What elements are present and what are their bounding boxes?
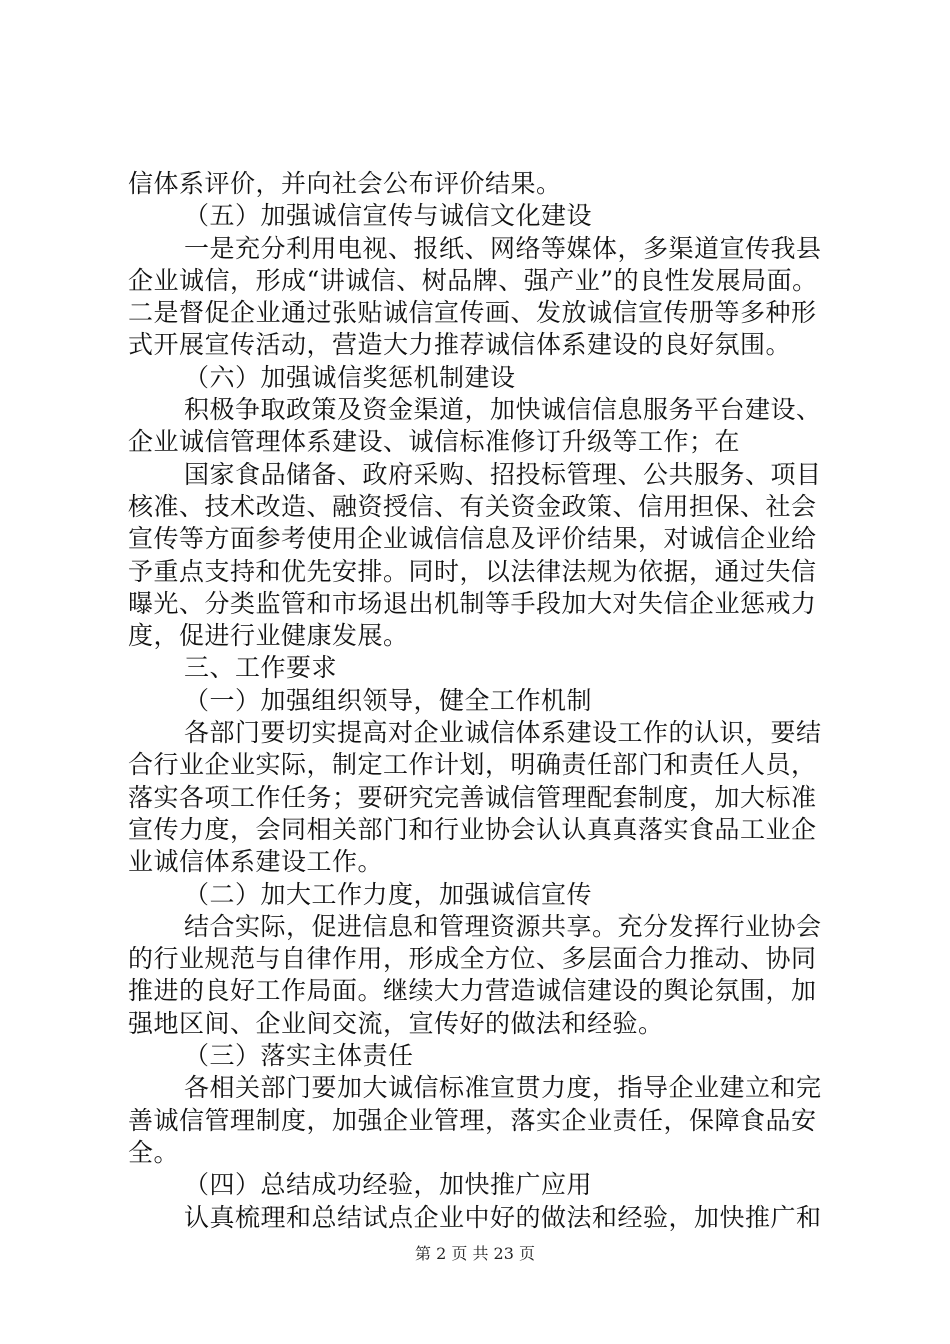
paragraph-start: 各相关部门要加大诚信标准宣贯力度，指导企业建立和完 [184, 1073, 822, 1103]
section-heading: （一）加强组织领导，健全工作机制 [184, 685, 593, 715]
body-line: 宣传等方面参考使用企业诚信信息及评价结果，对诚信企业给 [128, 524, 817, 554]
body-line: 推进的良好工作局面。继续大力营造诚信建设的舆论氛围，加 [128, 976, 817, 1006]
paragraph-start: 各部门要切实提高对企业诚信体系建设工作的认识，要结 [184, 718, 822, 748]
paragraph-start: 认真梳理和总结试点企业中好的做法和经验，加快推广和 [184, 1202, 822, 1232]
body-line: 业诚信体系建设工作。 [128, 847, 384, 877]
document-body [128, 168, 848, 1234]
body-line: 度，促进行业健康发展。 [128, 621, 409, 651]
section-heading: （六）加强诚信奖惩机制建设 [184, 362, 516, 392]
body-line: 企业诚信管理体系建设、诚信标准修订升级等工作；在 [128, 427, 741, 457]
body-line: 信体系评价，并向社会公布评价结果。 [128, 169, 562, 198]
body-line: 曝光、分类监管和市场退出机制等手段加大对失信企业惩戒力 [128, 588, 817, 618]
body-line: 企业诚信，形成“讲诚信、树品牌、强产业”的良性发展局面。 [128, 265, 818, 295]
body-line: 强地区间、企业间交流，宣传好的做法和经验。 [128, 1008, 664, 1038]
section-heading: （四）总结成功经验，加快推广应用 [184, 1170, 593, 1200]
section-heading: （五）加强诚信宣传与诚信文化建设 [184, 201, 593, 231]
body-line: 式开展宣传活动，营造大力推荐诚信体系建设的良好氛围。 [128, 330, 792, 360]
body-line: 核准、技术改造、融资授信、有关资金政策、信用担保、社会 [128, 491, 817, 521]
body-line: 二是督促企业通过张贴诚信宣传画、发放诚信宣传册等多种形 [128, 298, 817, 328]
section-heading: （三）落实主体责任 [184, 1041, 414, 1071]
paragraph-start: 国家食品储备、政府采购、招投标管理、公共服务、项目 [184, 459, 822, 489]
body-line: 全。 [128, 1137, 180, 1167]
body-line: 宣传力度，会同相关部门和行业协会认认真真落实食品工业企 [128, 814, 817, 844]
paragraph-start: 一是充分利用电视、报纸、网络等媒体，多渠道宣传我县 [184, 233, 822, 263]
paragraph-start: 积极争取政策及资金渠道，加快诚信信息服务平台建设、 [184, 395, 822, 425]
body-line: 予重点支持和优先安排。同时，以法律法规为依据，通过失信 [128, 556, 817, 586]
body-line: 合行业企业实际，制定工作计划，明确责任部门和责任人员， [128, 750, 817, 780]
paragraph-start: 结合实际，促进信息和管理资源共享。充分发挥行业协会 [184, 911, 822, 941]
section-heading: （二）加大工作力度，加强诚信宣传 [184, 879, 593, 909]
body-line: 落实各项工作任务；要研究完善诚信管理配套制度，加大标准 [128, 782, 817, 812]
page-number-footer: 第 2 页 共 23 页 [415, 1244, 535, 1263]
body-line: 善诚信管理制度，加强企业管理，落实企业责任，保障食品安 [128, 1105, 817, 1135]
chapter-heading: 三、工作要求 [184, 653, 338, 683]
body-line: 的行业规范与自律作用，形成全方位、多层面合力推动、协同 [128, 944, 817, 974]
